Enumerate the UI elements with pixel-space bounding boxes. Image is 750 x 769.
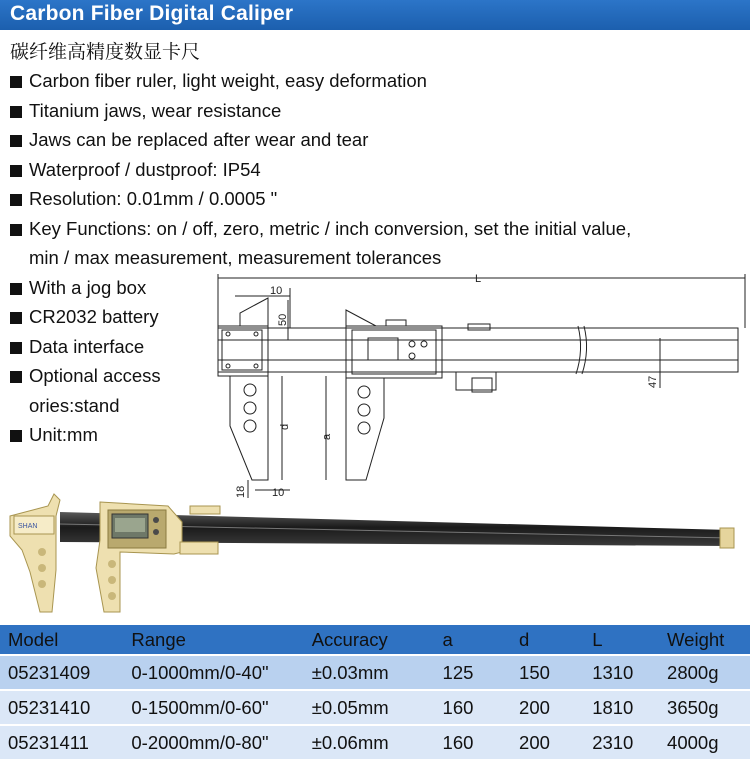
feature-item <box>10 214 710 244</box>
table-cell: ±0.06mm <box>304 725 435 760</box>
slider-lcd <box>368 338 398 360</box>
beam-end-cap <box>720 528 734 548</box>
specification-table <box>0 625 750 761</box>
dim-label-L: L <box>475 273 482 285</box>
dim-label-18: 18 <box>235 485 247 498</box>
column-header: d <box>511 625 584 655</box>
power-button-icon <box>153 517 159 523</box>
page-title: Carbon Fiber Digital Caliper <box>10 2 294 25</box>
jog-box <box>180 542 218 554</box>
feature-item <box>10 96 710 126</box>
title-banner <box>0 0 750 30</box>
feature-text: min / max measurement, measurement tolerances <box>29 247 442 268</box>
table-cell: ±0.03mm <box>304 655 435 690</box>
square-bullet-icon <box>10 106 22 118</box>
square-bullet-icon <box>10 283 22 295</box>
feature-text: CR2032 battery <box>29 306 159 327</box>
column-header: Weight <box>659 625 750 655</box>
feature-text: Unit:mm <box>29 424 98 445</box>
dim-label-50: 50 <box>277 313 289 326</box>
table-cell: 200 <box>511 725 584 760</box>
brand-logo: SHAN <box>18 523 38 530</box>
table-cell: 0-1500mm/0-60" <box>123 690 303 725</box>
column-header: a <box>435 625 512 655</box>
table-cell: 1810 <box>584 690 659 725</box>
chinese-subtitle: 碳纤维高精度数显卡尺 <box>10 41 201 63</box>
table-cell: 3650g <box>659 690 750 725</box>
table-row <box>0 690 750 725</box>
dim-label-47: 47 <box>647 375 659 388</box>
square-bullet-icon <box>10 194 22 206</box>
column-header: Model <box>0 625 123 655</box>
square-bullet-icon <box>10 430 22 442</box>
table-cell: 05231409 <box>0 655 123 690</box>
caliper-product-photo <box>0 480 750 620</box>
feature-text: Titanium jaws, wear resistance <box>29 99 282 121</box>
table-cell: 0-2000mm/0-80" <box>123 725 303 760</box>
feature-text: Jaws can be replaced after wear and tear <box>29 129 369 150</box>
table-cell: ±0.05mm <box>304 690 435 725</box>
slider-head <box>346 326 442 378</box>
square-bullet-icon <box>10 342 22 354</box>
fine-adjust-box <box>456 372 496 390</box>
table-cell: 0-1000mm/0-40" <box>123 655 303 690</box>
table-cell: 05231410 <box>0 690 123 725</box>
column-header: L <box>584 625 659 655</box>
feature-item <box>10 125 710 155</box>
table-cell: 200 <box>511 690 584 725</box>
slider-jaw-lower <box>346 378 384 480</box>
square-bullet-icon <box>10 312 22 324</box>
table-cell: 160 <box>435 690 512 725</box>
fixed-jaw-head <box>218 326 268 376</box>
feature-text: Resolution: 0.01mm / 0.0005 " <box>29 188 278 209</box>
table-cell: 4000g <box>659 725 750 760</box>
table-cell: 150 <box>511 655 584 690</box>
table-cell: 1310 <box>584 655 659 690</box>
fixed-jaw <box>10 494 60 612</box>
feature-text: With a jog box <box>29 276 147 298</box>
table-row <box>0 655 750 690</box>
feature-text: ories:stand <box>29 394 120 416</box>
feature-item <box>10 184 710 214</box>
feature-text: Key Functions: on / off, zero, metric / inch conversion, set the initial value, <box>29 217 632 239</box>
table-cell: 2310 <box>584 725 659 760</box>
dim-label-d: d <box>279 423 291 430</box>
table-cell: 160 <box>435 725 512 760</box>
square-bullet-icon <box>10 371 22 383</box>
dim-label-10-top: 10 <box>270 285 283 297</box>
zero-button-icon <box>153 529 159 535</box>
column-header: Accuracy <box>304 625 435 655</box>
table-header-row <box>0 625 750 655</box>
table-cell: 2800g <box>659 655 750 690</box>
feature-item <box>10 66 710 96</box>
column-header: Range <box>123 625 303 655</box>
feature-text: Data interface <box>29 335 145 357</box>
feature-text: Optional access <box>29 365 161 386</box>
feature-item <box>10 155 710 185</box>
feature-text: Waterproof / dustproof: IP54 <box>29 158 261 180</box>
square-bullet-icon <box>10 135 22 147</box>
dim-label-a: a <box>321 433 333 440</box>
fixed-jaw-lower <box>230 376 268 480</box>
caliper-technical-drawing <box>200 268 750 500</box>
table-row <box>0 725 750 760</box>
feature-text: Carbon fiber ruler, light weight, easy deformation <box>29 70 427 91</box>
table-cell: 05231411 <box>0 725 123 760</box>
dim-label-10-bottom: 10 <box>272 487 285 499</box>
square-bullet-icon <box>10 224 22 236</box>
square-bullet-icon <box>10 165 22 177</box>
square-bullet-icon <box>10 76 22 88</box>
table-cell: 125 <box>435 655 512 690</box>
